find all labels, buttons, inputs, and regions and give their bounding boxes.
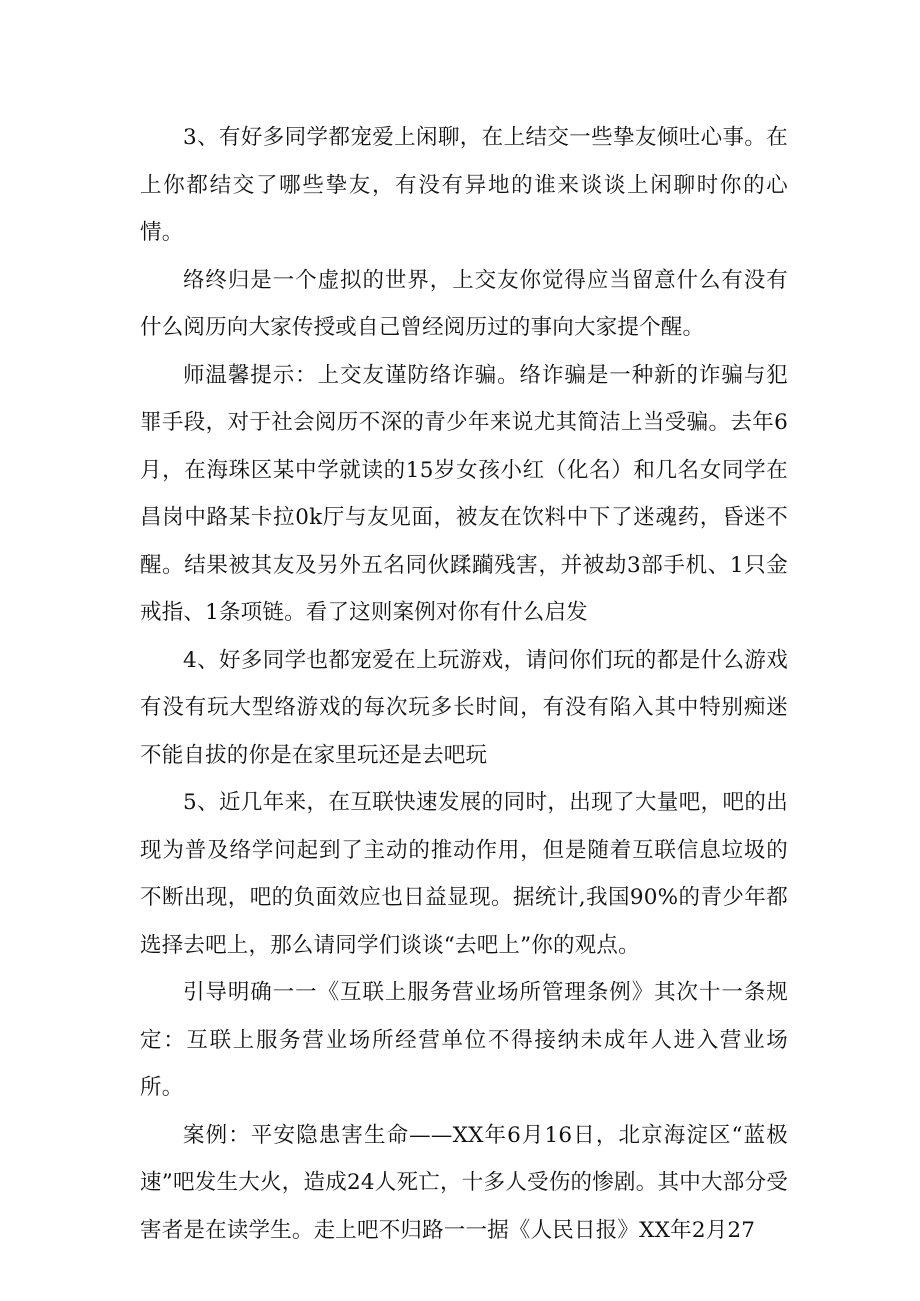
- paragraph-case-study: 案例：平安隐患害生命——XX年6月16日，北京海淀区“蓝极速”吧发生大火，造成24人死亡，十多人受伤的惨剧。其中大部分受害者是在读学生。走上吧不归路一一据《人民日报》XX年2月27: [140, 1122, 788, 1243]
- paragraph-fraud-warning: 师温馨提示：上交友谨防络诈骗。络诈骗是一种新的诈骗与犯罪手段，对于社会阅历不深的青少年来说尤其简洁上当受骗。去年6月，在海珠区某中学就读的15岁女孩小红（化名）和几名女同学在昌岗中路某卡拉0k厅与友见面，被友在饮料中下了迷魂药，昏迷不醒。结果被其友及另外五名同伙蹂躏残害，并被劫3部手机、1只金戒指、1条项链。看了这则案例对你有什么启发: [140, 362, 788, 625]
- paragraph-internet-cafes: 5、近几年来，在互联快速发展的同时，出现了大量吧，吧的出现为普及络学问起到了主动的推动作用，但是随着互联信息垃圾的不断出现，吧的负面效应也日益显现。据统计,我国90%的青少年都选择去吧上，那么请同学们谈谈“去吧上”你的观点。: [140, 790, 788, 958]
- paragraph-virtual-world: 络终归是一个虚拟的世界，上交友你觉得应当留意什么有没有什么阅历向大家传授或自己曾经阅历过的事向大家提个醒。: [140, 267, 788, 340]
- paragraph-online-games: 4、好多同学也都宠爱在上玩游戏，请问你们玩的都是什么游戏有没有玩大型络游戏的每次玩多长时间，有没有陷入其中特别痴迷不能自拔的你是在家里玩还是去吧玩: [140, 647, 788, 768]
- paragraph-online-chat: 3、有好多同学都宠爱上闲聊，在上结交一些挚友倾吐心事。在上你都结交了哪些挚友，有没有异地的谁来谈谈上闲聊时你的心情。: [140, 125, 788, 245]
- paragraph-regulation: 引导明确一一《互联上服务营业场所管理条例》其次十一条规定：互联上服务营业场所经营单位不得接纳未成年人进入营业场所。: [140, 980, 788, 1100]
- document-body: [140, 114, 788, 1254]
